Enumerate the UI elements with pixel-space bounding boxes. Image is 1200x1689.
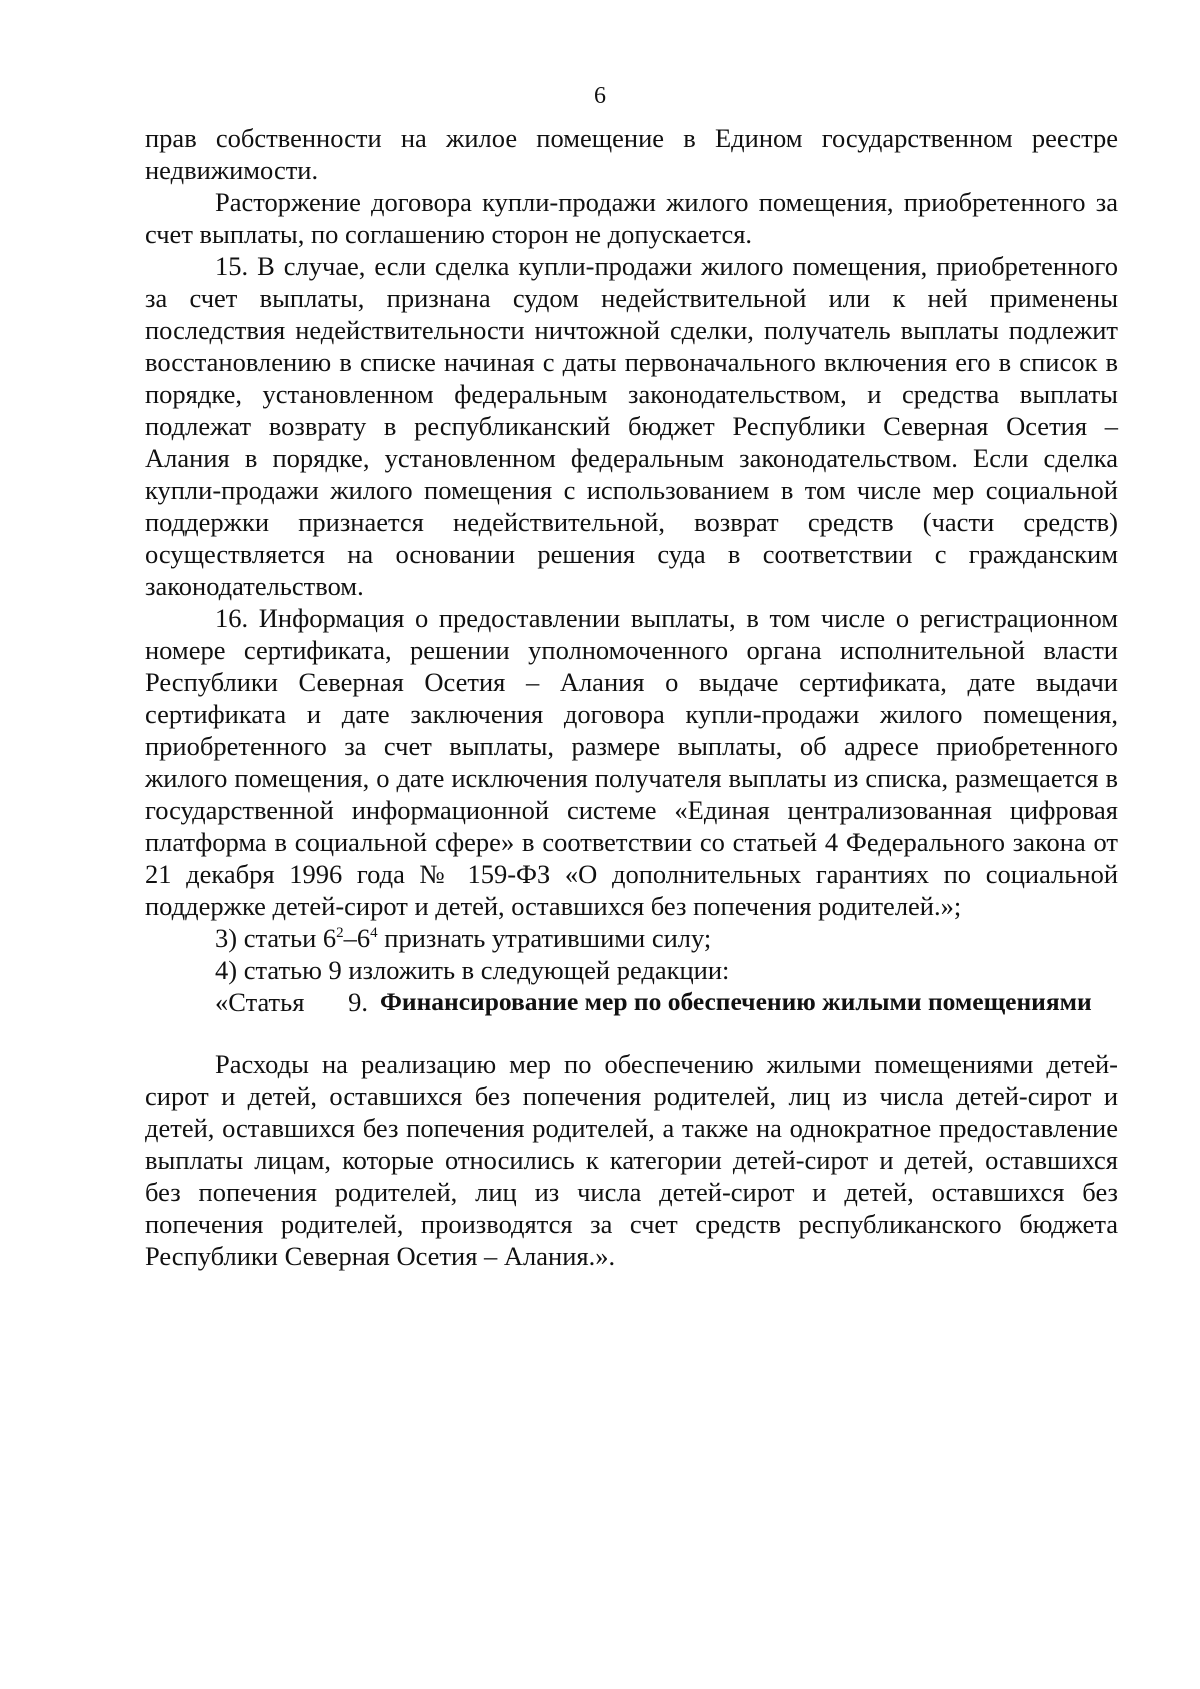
item3-suffix: признать утратившими силу; (377, 923, 712, 953)
paragraph-15: 15. В случае, если сделка купли-продажи жилого помещения, приобретенного за счет выплаты, признана судом недействительной или к ней применены последствия недействительности ничтожной сделки, получатель выплаты подлежит восстановлению в списке начиная с даты первоначального включения его в список в порядке, установленном федеральным законодательством, и средства выплаты подлежат возврату в республиканский бюджет Республики Северная Осетия – Алания в порядке, установленном федеральным законодательством. Если сделка купли-продажи жилого помещения с использованием в том числе мер социальной поддержки признается недействительной, возврат средств (части средств) осуществляется на основании решения суда в соответствии с гражданским законодательством. (145, 251, 1118, 601)
document-body (145, 122, 1118, 1272)
spacer (145, 1018, 1118, 1048)
page-number: 6 (594, 83, 606, 109)
article-label (145, 986, 380, 1018)
article-word: «Статья (215, 987, 305, 1017)
article-title: Финансирование мер по обеспечению жилыми помещениями (380, 987, 1092, 1016)
article-number: 9. (348, 987, 368, 1017)
paragraph-termination: Расторжение договора купли-продажи жилого помещения, приобретенного за счет выплаты, по соглашению сторон не допускается. (145, 187, 1118, 249)
item3-sup1: 2 (336, 925, 344, 941)
paragraph-financing: Расходы на реализацию мер по обеспечению жилыми помещениями детей-сирот и детей, оставшихся без попечения родителей, лиц из числа детей-сирот и детей, оставшихся без попечения родителей, а также на однократное предоставление выплаты лицам, которые относились к категории детей-сирот и детей, оставшихся без попечения родителей, лиц из числа детей-сирот и детей, оставшихся без попечения родителей, производятся за счет средств республиканского бюджета Республики Северная Осетия – Алания.». (145, 1049, 1118, 1271)
list-item-4: 4) статью 9 изложить в следующей редакции: (215, 955, 730, 985)
paragraph-16: 16. Информация о предоставлении выплаты, в том числе о регистрационном номере сертификата, решении уполномоченного органа исполнительной власти Республики Северная Осетия – Алания о выдаче сертификата, дате выдачи сертификата и дате заключения договора купли-продажи жилого помещения, приобретенного за счет выплаты, размере выплаты, об адресе приобретенного жилого помещения, о дате исключения получателя выплаты из списка, размещается в государственной информационной системе «Единая централизованная цифровая платформа в социальной сфере» в соответствии со статьей 4 Федерального закона от 21 декабря 1996 года № 159-ФЗ «О дополнительных гарантиях по социальной поддержке детей-сирот и детей, оставшихся без попечения родителей.»; (145, 603, 1118, 921)
paragraph-continuation: прав собственности на жилое помещение в Едином государственном реестре недвижимости. (145, 123, 1118, 185)
list-item-3 (145, 922, 1118, 954)
item3-sup2: 4 (370, 925, 378, 941)
item3-dash: –6 (343, 923, 371, 953)
article-heading (145, 986, 1118, 1018)
item3-prefix: 3) статьи 6 (215, 923, 337, 953)
